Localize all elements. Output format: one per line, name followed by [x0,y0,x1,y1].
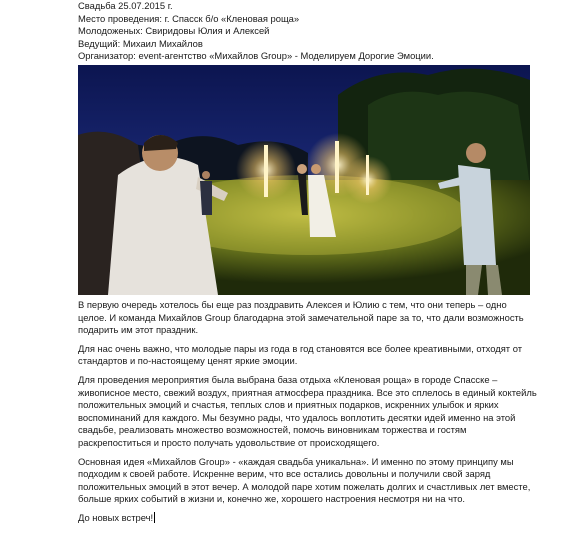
wedding-photo [78,65,530,295]
newlyweds: Молодоженых: Свиридовы Юлия и Алексей [78,25,270,37]
host: Ведущий: Михаил Михайлов [78,37,203,49]
paragraph-main-idea: Основная идея «Михайлов Group» - «каждая свадьба уникальна». И именно по этому принципу мы подходим к своей работе. Искренне верим, что все остались довольны и получили свой заряд положительных эмоций в этот вечер. А молодой паре хотим пожелать долгих и счастливых лет вместе, больше ярких событий в жизни и, конечно же, хорошего настроения несмотря ни на что. [78,455,531,505]
event-date: Свадьба 25.07.2015 г. [78,0,173,11]
paragraph-creativity: Для нас очень важно, что молодые пары из года в год становятся все более креативными, отходят от стандартов и по-настоящему ценят яркие эмоции. [78,342,522,367]
text-cursor [154,512,155,523]
signoff-line[interactable] [78,512,538,525]
document-body [78,0,538,524]
wedding-photo-illustration [78,65,530,295]
paragraph-congratulations: В первую очередь хотелось бы еще раз поздравить Алексея и Юлию с тем, что они теперь – одно целое. И команда Михайлов Group благодарна этой замечательной паре за то, что дали возможность подарить им этот праздник. [78,298,524,336]
event-venue: Место проведения: г. Спасск б/о «Кленовая роща» [78,12,300,24]
paragraph-venue: Для проведения мероприятия была выбрана база отдыха «Кленовая роща» в городе Спасске – живописное место, свежий воздух, приятная атмосфера праздника. Все это сплелось в единый коктейль положительных эмоций и счастья, теплых слов и приятных подарков, искренних улыбок и ярких воспоминаний для каждого. Мы безумно рады, что удалось воплотить десятки идей именно на этой свадьбе, реализовать множество возможностей, помочь виновникам торжества и гостям раскрепоститься и просто получать удовольствие от происходящего. [78,373,537,448]
signoff-text: До новых встреч! [78,511,154,523]
organizer: Организатор: event-агентство «Михайлов Group» - Моделируем Дорогие Эмоции. [78,50,434,62]
